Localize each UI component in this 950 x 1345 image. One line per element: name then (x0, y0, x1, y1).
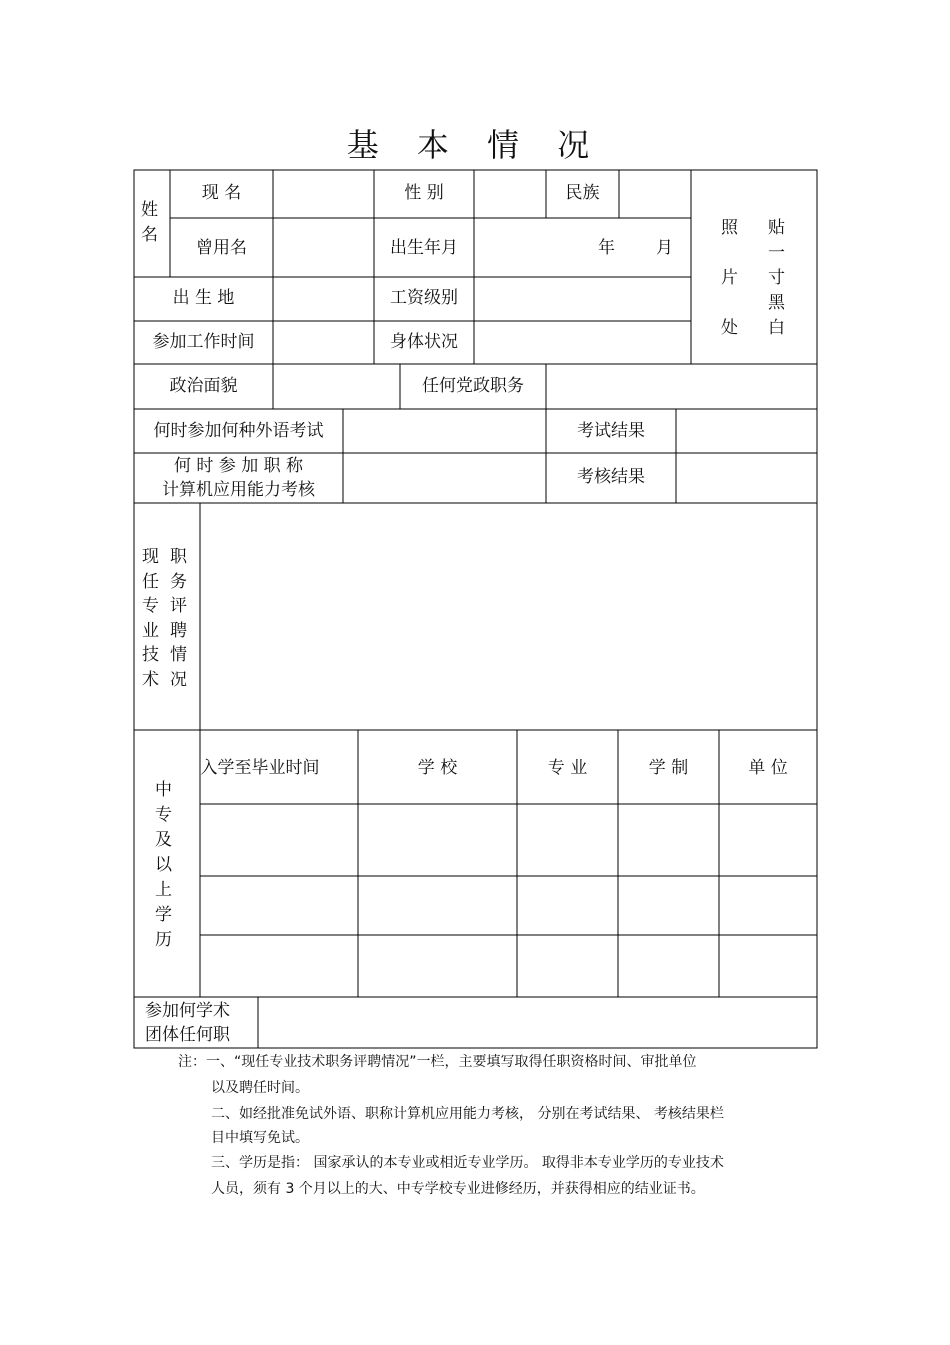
current-name-field[interactable] (274, 171, 373, 217)
health-label: 身体状况 (390, 332, 458, 352)
birthplace-field[interactable] (274, 278, 373, 320)
work-start-field[interactable] (274, 322, 373, 363)
edu-row-2-period[interactable] (201, 877, 357, 934)
note-2-line-2: 目中填写免试。 (211, 1130, 309, 1146)
party-post-label: 任何党政职务 (422, 376, 524, 396)
former-name-label: 曾用名 (196, 238, 247, 258)
edu-row-1-period[interactable] (201, 805, 357, 875)
exam-result-field[interactable] (677, 410, 816, 452)
foreign-language-exam-field[interactable] (344, 410, 545, 452)
salary-grade-label: 工资级别 (390, 288, 458, 308)
edu-row-3-period[interactable] (201, 936, 357, 996)
edu-row-2-unit[interactable] (720, 877, 816, 934)
edu-row-3-duration[interactable] (619, 936, 718, 996)
exam-result-label: 考试结果 (577, 421, 645, 441)
foreign-language-exam-label: 何时参加何种外语考试 (153, 421, 324, 441)
edu-row-3-major[interactable] (518, 936, 617, 996)
photo-label-right: 贴 一 寸 黑 白 (768, 218, 785, 338)
edu-header-duration: 学 制 (648, 758, 689, 778)
edu-row-1-school[interactable] (359, 805, 516, 875)
birthplace-label: 出 生 地 (172, 288, 235, 308)
current-post-label-col1: 现 任 专 业 技 术 (142, 547, 159, 690)
edu-row-1-duration[interactable] (619, 805, 718, 875)
political-status-label: 政治面貌 (169, 376, 238, 396)
note-3-line-2: 人员，须有 3 个月以上的大、中专学校专业进修经历，并获得相应的结业证书。 (211, 1181, 705, 1197)
edu-header-period: 入学至毕业时间 (200, 758, 320, 778)
academic-post-field[interactable] (259, 998, 816, 1047)
edu-row-3-school[interactable] (359, 936, 516, 996)
note-3-line-1: 三、学历是指： 国家承认的本专业或相近专业学历。 取得非本专业学历的专业技术 (211, 1155, 724, 1171)
assessment-result-label: 考核结果 (577, 467, 645, 487)
current-post-label-col2: 职 务 评 聘 情 况 (170, 547, 187, 690)
month-unit-label: 月 (656, 238, 673, 258)
assessment-result-field[interactable] (677, 454, 816, 502)
note-2-line-1: 二、如经批准免试外语、职称计算机应用能力考核， 分别在考试结果、 考核结果栏 (211, 1106, 724, 1122)
computer-exam-label-line2: 计算机应用能力考核 (162, 480, 315, 500)
gender-field[interactable] (475, 171, 545, 217)
gender-label: 性 别 (404, 183, 444, 203)
name-group-label: 姓名 (141, 200, 158, 245)
photo-label-left: 照 片 处 (721, 218, 738, 338)
edu-row-2-school[interactable] (359, 877, 516, 934)
form-title: 基 本 情 况 (346, 126, 604, 164)
edu-header-major: 专 业 (547, 758, 588, 778)
photo-area[interactable] (692, 171, 816, 363)
former-name-field[interactable] (274, 219, 373, 276)
edu-row-2-major[interactable] (518, 877, 617, 934)
edu-row-3-unit[interactable] (720, 936, 816, 996)
education-group-label: 中 专 及 以 上 学 历 (155, 780, 172, 950)
year-unit-label: 年 (598, 238, 615, 258)
ethnicity-label: 民族 (565, 183, 600, 203)
computer-exam-field[interactable] (344, 454, 545, 502)
edu-header-unit: 单 位 (748, 758, 788, 778)
current-post-field[interactable] (201, 504, 816, 729)
health-field[interactable] (475, 322, 690, 363)
edu-row-1-unit[interactable] (720, 805, 816, 875)
computer-exam-label-line1: 何 时 参 加 职 称 (173, 456, 304, 476)
edu-row-2-duration[interactable] (619, 877, 718, 934)
academic-post-label-line2: 团体任何职 (145, 1025, 230, 1045)
edu-row-1-major[interactable] (518, 805, 617, 875)
edu-header-school: 学 校 (417, 758, 458, 778)
academic-post-label-line1: 参加何学术 (145, 1001, 230, 1021)
birth-date-label: 出生年月 (390, 238, 458, 258)
note-1-line-1: 注：一、“现任专业技术职务评聘情况”一栏，主要填写取得任职资格时间、审批单位 (178, 1054, 697, 1070)
ethnicity-field[interactable] (620, 171, 690, 217)
work-start-label: 参加工作时间 (152, 332, 255, 352)
current-name-label: 现 名 (201, 183, 242, 203)
political-status-field[interactable] (274, 365, 399, 408)
salary-grade-field[interactable] (475, 278, 690, 320)
note-1-line-2: 以及聘任时间。 (211, 1080, 309, 1096)
party-post-field[interactable] (547, 365, 816, 408)
